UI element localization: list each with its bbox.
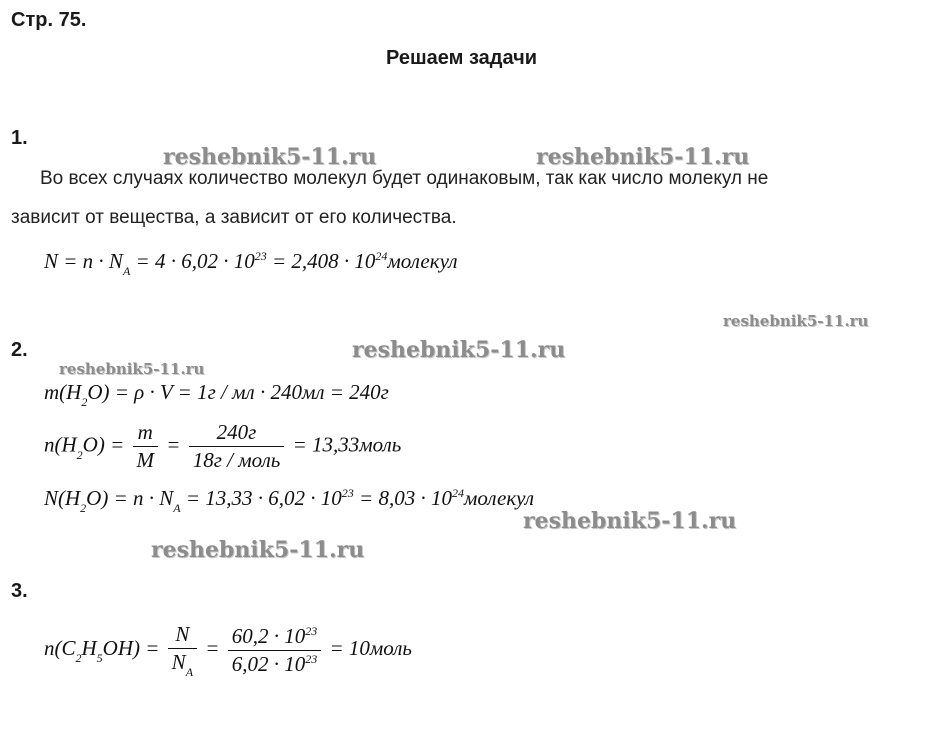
task2-formula-molecules: $N(H_2O) = n \cdot N_A = 13,33 \cdot 6,02 \cdot 10^{23} = 8,03$ · $10^{24}молекул$	[44, 486, 535, 516]
fraction: $\frac{240г}{\text{18г / моль}}$	[189, 420, 285, 473]
watermark: reshebnik5-11.ru	[536, 144, 750, 170]
task2-formula-moles: $n(H_2O)$ = $\frac{m}{M}$ = $\frac{240г}{\text{18г / моль}}$ = 13,33моль	[44, 420, 402, 472]
fraction: $\frac{N}{N_A}$	[168, 622, 197, 678]
watermark: reshebnik5-11.ru	[59, 360, 205, 378]
task-number-3: 3.	[11, 580, 28, 602]
page-label: Стр. 75.	[11, 9, 87, 31]
watermark: reshebnik5-11.ru	[151, 537, 365, 563]
task-number-2: 2.	[11, 339, 28, 361]
page-title: Решаем задачи	[386, 47, 537, 69]
task1-formula: $N = n \cdot N_A = 4 \cdot 6,02 \cdot 10^{23} = 2,408$ · $10^{24}молекул$	[44, 249, 458, 279]
task1-text-line2: зависит от вещества, а зависит от его количества.	[11, 207, 457, 228]
watermark: reshebnik5-11.ru	[352, 337, 566, 363]
task1-text-line1: Во всех случаях количество молекул будет одинаковым, так как число молекул не	[40, 168, 769, 189]
watermark: reshebnik5-11.ru	[723, 312, 869, 330]
fraction: $\frac{60,2 \cdot 10^{23}}{6,02 \cdot 10^{23}}$	[228, 624, 322, 677]
fraction: $\frac{m}{M}$	[133, 420, 159, 473]
task-number-1: 1.	[11, 127, 28, 149]
watermark: reshebnik5-11.ru	[163, 144, 377, 170]
watermark: reshebnik5-11.ru	[523, 508, 737, 534]
task2-formula-mass: $m(H_2O) = \rho \cdot V = 1г$ / мл · 240мл = 240г	[44, 380, 389, 410]
task3-formula: $n(C_2H_5OH)$ = $\frac{N}{N_A}$ = $\frac{60,2 \cdot 10^{23}}{6,02 \cdot 10^{23}}$ = 10моль	[44, 622, 412, 680]
